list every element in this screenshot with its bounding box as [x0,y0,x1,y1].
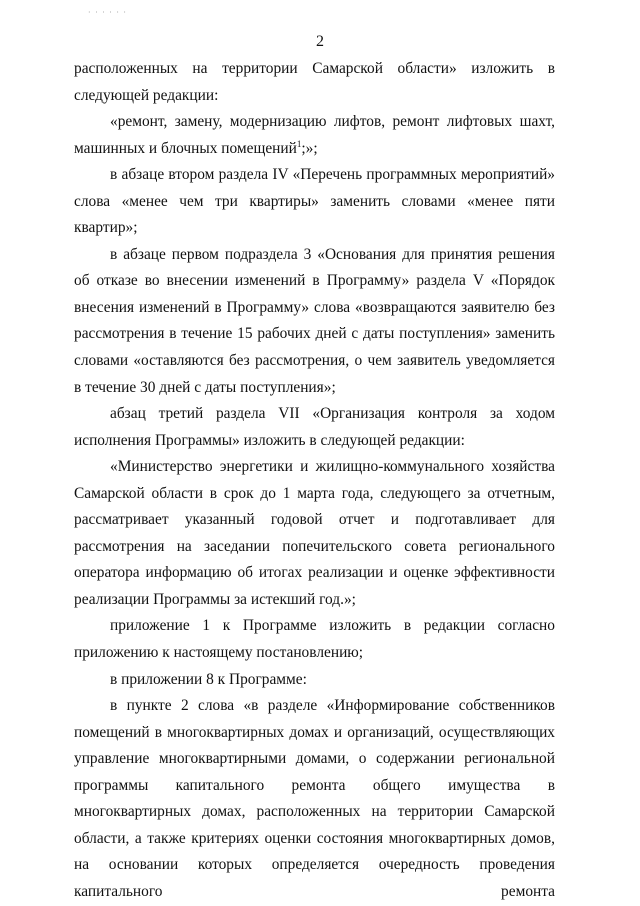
paragraph-ministry: «Министерство энергетики и жилищно-коммунального хозяйства Самарской области в срок до 1 марта года, следующего за отчетным, рассматривает указанный годовой отчет и подготавливает для рассмотрения на заседании попечительского совета регионального оператора информацию об итогах реализации и оценке эффективности реализации Программы за истекший год.»; [74,458,555,608]
paragraph-continuation: расположенных на территории Самарской области» изложить в следующей редакции: [74,60,555,104]
paragraph-appendix-8: в приложении 8 к Программе: [110,670,307,688]
paragraph-section-vii: абзац третий раздела VII «Организация контроля за ходом исполнения Программы» изложить в следующей редакции: [74,405,555,449]
document-body [74,56,555,906]
paragraph-section-iv: в абзаце втором раздела IV «Перечень программных мероприятий» слова «менее чем три квартиры» заменить словами «менее пяти квартир»; [74,166,555,237]
scan-artifact: · · · · · · [88,8,127,17]
paragraph-appendix-1: приложение 1 к Программе изложить в редакции согласно приложению к настоящему постановлению; [74,617,555,662]
page-number: 2 [316,33,324,50]
paragraph-quoted-tail: ;»; [301,139,318,157]
paragraph-quoted-edit [74,109,555,162]
paragraph-quoted-text: «ремонт, замену, модернизацию лифтов, ремонт лифтовых шахт, машинных и блочных помещений [74,113,555,157]
paragraph-section-v: в абзаце первом подраздела 3 «Основания для принятия решения об отказе во внесении изменений в Программу» раздела V «Порядок внесения изменений в Программу» слова «возвращаются заявителю без рассмотрения в течение 15 рабочих дней с даты поступления» заменить словами «оставляются без рассмотрения, о чем заявитель уведомляется в течение 30 дней с даты поступления»; [74,245,555,396]
paragraph-item-2: в пункте 2 слова «в разделе «Информирование собственников помещений в многоквартирных домах и организаций, осуществляющих управление многоквартирными домами, о содержании региональной программы капитального ремонта общего имущества в многоквартирных домах, расположенных на территории Самарской области, а также критериях оценки состояния многоквартирных домов, на основании которых определяется очередность проведения капитального ремонта [74,697,555,900]
footnote-reference: 1 [296,138,302,149]
